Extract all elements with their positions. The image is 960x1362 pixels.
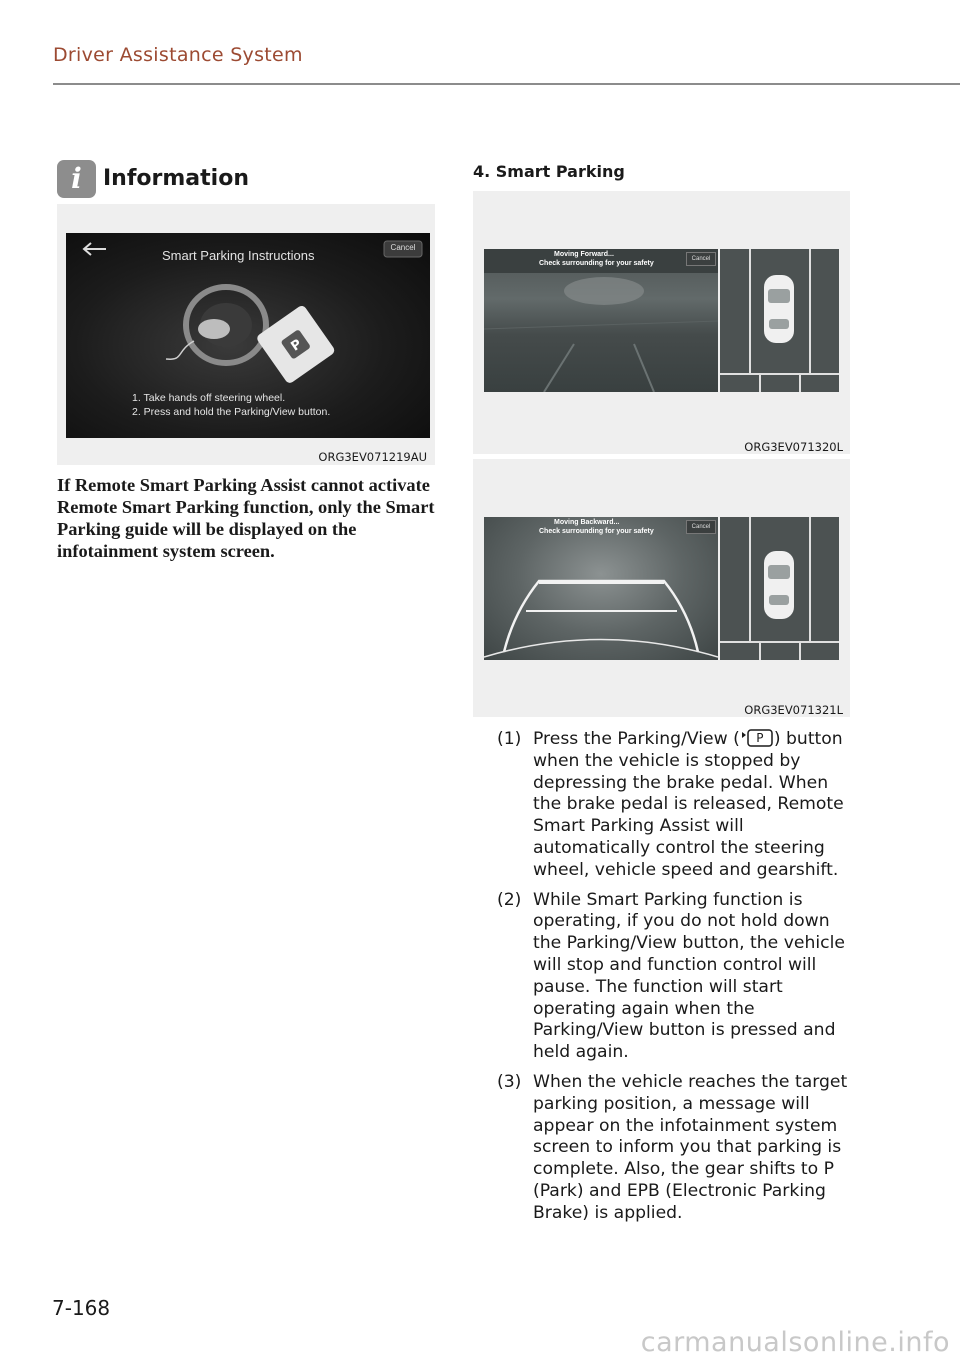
figure-code: ORG3EV071321L [744, 703, 843, 717]
parking-view-button-label: P [756, 731, 764, 745]
figure-code: ORG3EV071219AU [318, 450, 427, 464]
parking-top-view [720, 249, 839, 392]
moving-backward-message: Moving Backward... [554, 519, 620, 526]
step-text [533, 729, 857, 882]
check-surrounding-message: Check surrounding for your safety [539, 528, 654, 535]
cancel-button[interactable]: Cancel [686, 520, 716, 534]
smart-parking-heading: 4. Smart Parking [473, 162, 625, 181]
list-item [497, 729, 857, 882]
moving-forward-figure [473, 191, 850, 454]
step-number: (3) [497, 1071, 522, 1092]
vehicle-top-icon [764, 551, 794, 619]
garage-scene [484, 249, 718, 392]
moving-backward-figure [473, 459, 850, 717]
vehicle-top-icon [764, 275, 794, 343]
figure-code: ORG3EV071320L [744, 440, 843, 454]
parking-top-view [720, 517, 839, 660]
page-number: 7-168 [52, 1296, 111, 1320]
information-heading: Information [103, 166, 249, 191]
list-item [497, 890, 857, 1064]
svg-text:P: P [288, 336, 305, 355]
steering-wheel-graphic [166, 287, 266, 363]
rear-camera-view [484, 517, 718, 660]
check-surrounding-message: Check surrounding for your safety [539, 260, 654, 267]
front-camera-view [484, 249, 718, 392]
info-paragraph: If Remote Smart Parking Assist cannot activate Remote Smart Parking function, only the Smart Parking guide will be displayed on the infotainment system screen. [57, 475, 435, 561]
step-text-start: Press the Parking/View ( [533, 729, 740, 749]
instructions-figure [57, 204, 435, 465]
header-divider [53, 83, 960, 85]
cancel-label: Cancel [390, 243, 416, 252]
step-number: (1) [497, 729, 522, 749]
screen-title: Smart Parking Instructions [162, 248, 315, 263]
information-icon: i [57, 160, 96, 198]
section-title: Driver Assistance System [53, 44, 303, 66]
back-arrow-icon[interactable] [84, 243, 106, 255]
list-item [497, 1072, 857, 1225]
moving-forward-message: Moving Forward... [554, 251, 614, 258]
instruction-line-1: 1. Take hands off steering wheel. [132, 392, 286, 404]
step-text: While Smart Parking function is operating, if you do not hold down the Parking/View button, the vehicle will stop and function control will pause. The function will start operating again when the Parking/View button is pressed and held again. [533, 889, 845, 1063]
smart-parking-steps [497, 729, 857, 1233]
top-view-backward [720, 517, 839, 660]
parking-guidelines [484, 517, 718, 660]
step-number: (2) [497, 889, 522, 910]
instructions-screen [66, 233, 430, 438]
cancel-button[interactable]: Cancel [686, 252, 716, 266]
instruction-line-2: 2. Press and hold the Parking/View button. [132, 406, 331, 418]
watermark: carmanualsonline.info [640, 1327, 950, 1358]
parking-view-button-icon [741, 729, 773, 747]
step-text-end: ) button when the vehicle is stopped by depressing the brake pedal. When the brake pedal is released, Remote Smart Parking Assist will automatically control the steering wheel, vehicle speed and gearshift. [533, 729, 844, 880]
step-text: When the vehicle reaches the target parking position, a message will appear on the infotainment system screen to inform you that parking is complete. Also, the gear shifts to P (Park) and EPB (Electronic Parking Brake) is applied. [533, 1071, 848, 1223]
top-view-forward [720, 249, 839, 392]
